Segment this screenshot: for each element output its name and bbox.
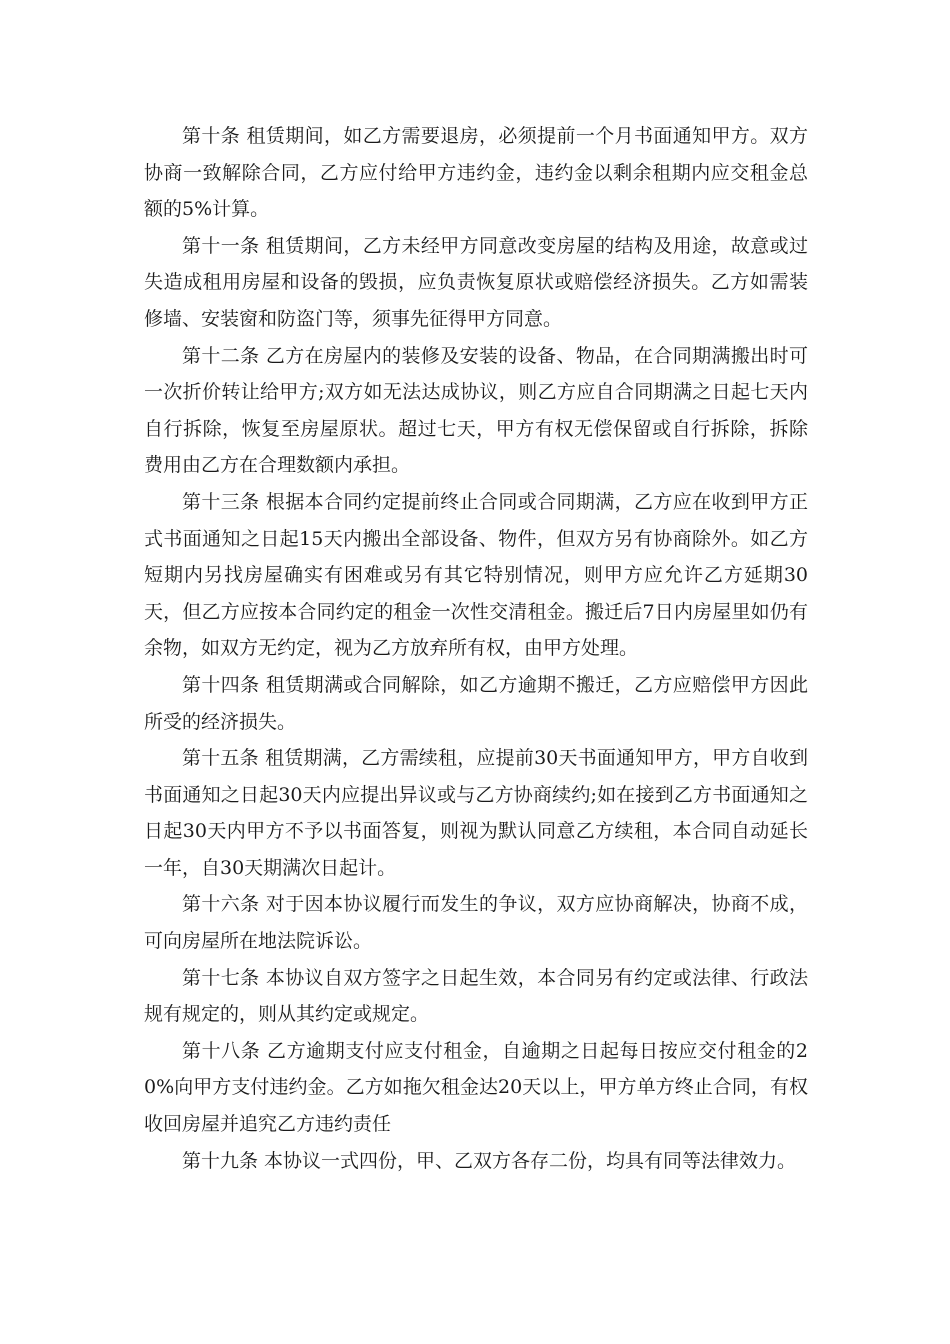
article-15: 第十五条 租赁期满，乙方需续租，应提前30天书面通知甲方，甲方自收到书面通知之日起30天内应提出异议或与乙方协商续约;如在接到乙方书面通知之日起30天内甲方不予以书面答复，则视为默认同意乙方续租，本合同自动延长一年，自30天期满次日起计。 — [144, 747, 808, 879]
contract-body — [144, 118, 808, 1179]
article-13: 第十三条 根据本合同约定提前终止合同或合同期满，乙方应在收到甲方正式书面通知之日起15天内搬出全部设备、物件，但双方另有协商除外。如乙方短期内另找房屋确实有困难或另有其它特别情况，则甲方应允许乙方延期30天，但乙方应按本合同约定的租金一次性交清租金。搬迁后7日内房屋里如仍有余物，如双方无约定，视为乙方放弃所有权，由甲方处理。 — [144, 490, 808, 660]
article-12: 第十二条 乙方在房屋内的装修及安装的设备、物品，在合同期满搬出时可一次折价转让给甲方;双方如无法达成协议，则乙方应自合同期满之日起七天内自行拆除，恢复至房屋原状。超过七天，甲方有权无偿保留或自行拆除，拆除费用由乙方在合理数额内承担。 — [144, 344, 808, 477]
article-10: 第十条 租赁期间，如乙方需要退房，必须提前一个月书面通知甲方。双方协商一致解除合同，乙方应付给甲方违约金，违约金以剩余租期内应交租金总额的5%计算。 — [144, 125, 808, 221]
article-17: 第十七条 本协议自双方签字之日起生效，本合同另有约定或法律、行政法规有规定的，则从其约定或规定。 — [144, 966, 808, 1026]
article-16: 第十六条 对于因本协议履行而发生的争议，双方应协商解决，协商不成，可向房屋所在地法院诉讼。 — [144, 893, 808, 953]
article-11: 第十一条 租赁期间，乙方未经甲方同意改变房屋的结构及用途，故意或过失造成租用房屋和设备的毁损，应负责恢复原状或赔偿经济损失。乙方如需装修墙、安装窗和防盗门等，须事先征得甲方同意。 — [144, 234, 808, 330]
article-19: 第十九条 本协议一式四份，甲、乙双方各存二份，均具有同等法律效力。 — [182, 1149, 797, 1172]
article-14: 第十四条 租赁期满或合同解除，如乙方逾期不搬迁，乙方应赔偿甲方因此所受的经济损失。 — [144, 673, 808, 733]
article-18: 第十八条 乙方逾期支付应支付租金，自逾期之日起每日按应交付租金的20%向甲方支付违约金。乙方如拖欠租金达20天以上，甲方单方终止合同，有权收回房屋并追究乙方违约责任 — [144, 1039, 808, 1136]
